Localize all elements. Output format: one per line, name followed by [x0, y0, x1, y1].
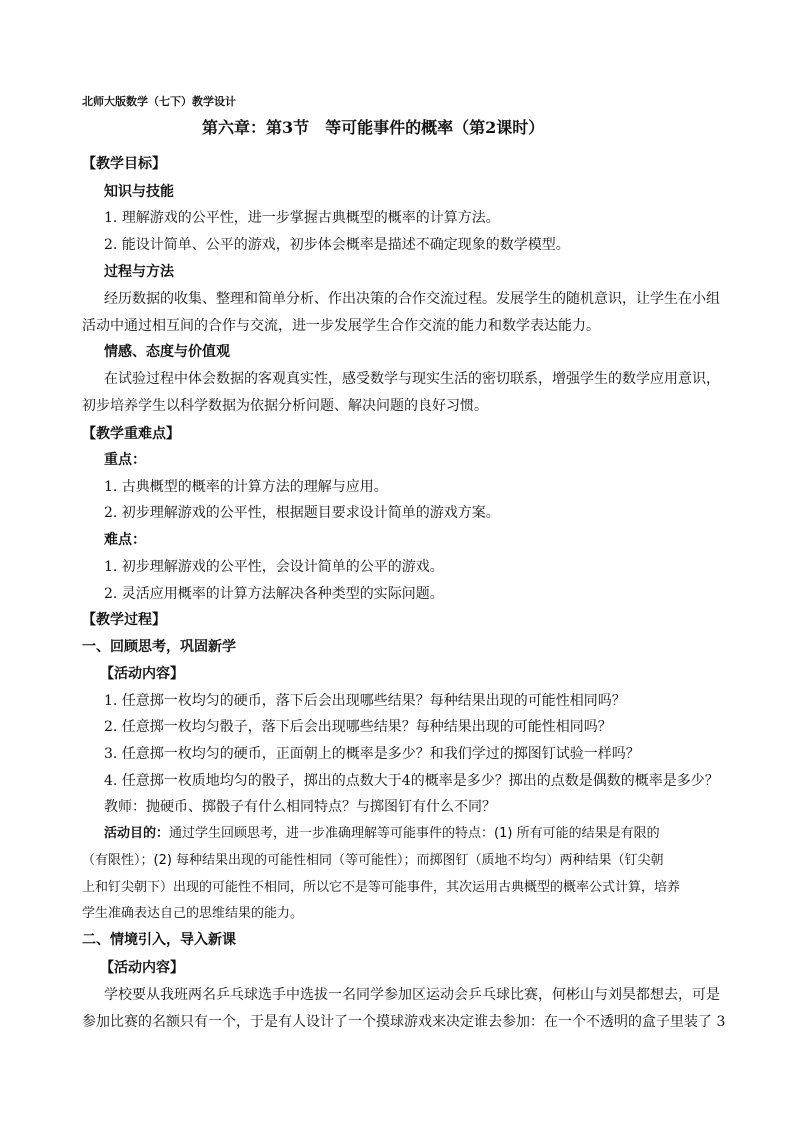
emotion-heading: 情感、态度与价值观 — [104, 344, 230, 360]
question-1: 1. 任意掷一枚均匀的硬币，落下后会出现哪些结果？每种结果出现的可能性相同吗？ — [104, 693, 626, 709]
section-2-heading: 二、情境引入，导入新课 — [82, 932, 236, 948]
section-1-heading: 一、回顾思考，巩固新学 — [82, 639, 236, 655]
knowledge-item-2: 2. 能设计简单、公平的游戏，初步体会概率是描述不确定现象的数学模型。 — [104, 237, 570, 253]
knowledge-heading: 知识与技能 — [104, 184, 174, 200]
difficulty-item-2: 2. 灵活应用概率的计算方法解决各种类型的实际问题。 — [104, 586, 444, 602]
key-heading: 重点： — [104, 452, 146, 468]
page-title: 第六章：第3节 等可能事件的概率（第2课时） — [202, 118, 545, 137]
key-points-heading: 【教学重难点】 — [82, 426, 180, 442]
activity-purpose-line-2: （有限性）；(2) 每种结果出现的可能性相同（等可能性）；而掷图钉（质地不均匀）两种结果（钉尖朝 — [82, 853, 664, 868]
difficulty-heading: 难点： — [104, 532, 146, 548]
knowledge-item-1: 1. 理解游戏的公平性，进一步掌握古典概型的概率的计算方法。 — [104, 210, 500, 226]
activity-purpose-text-1: 通过学生回顾思考，进一步准确理解等可能事件的特点：(1) 所有可能的结果是有限的 — [169, 826, 660, 841]
activity-purpose-line-1 — [104, 824, 660, 844]
question-4: 4. 任意掷一枚质地均匀的骰子，掷出的点数大于4的概率是多少？掷出的点数是偶数的概率是多少？ — [104, 773, 719, 789]
section-2-paragraph-line-1: 学校要从我班两名乒乓球选手中选拔一名同学参加区运动会乒乓球比赛，何彬山与刘昊都想去，可是 — [104, 987, 720, 1003]
teacher-question: 教师：抛硬币、掷骰子有什么相同特点？与掷图钉有什么不同？ — [104, 799, 496, 815]
process-method-line-2: 活动中通过相互间的合作与交流，进一步发展学生合作交流的能力和数学表达能力。 — [82, 318, 600, 334]
process-method-heading: 过程与方法 — [104, 264, 174, 280]
document-header: 北师大版数学（七下）教学设计 — [82, 95, 236, 108]
section-2-activity-heading: 【活动内容】 — [100, 960, 184, 976]
question-2: 2. 任意掷一枚均匀骰子，落下后会出现哪些结果？每种结果出现的可能性相同吗？ — [104, 719, 612, 735]
process-method-line-1: 经历数据的收集、整理和简单分析、作出决策的合作交流过程。发展学生的随机意识，让学生在小组 — [104, 291, 720, 307]
teaching-process-heading: 【教学过程】 — [82, 612, 166, 628]
activity-purpose-line-3: 上和钉尖朝下）出现的可能性不相同，所以它不是等可能事件，其次运用古典概型的概率公式计算，培养 — [82, 880, 681, 895]
key-item-1: 1. 古典概型的概率的计算方法的理解与应用。 — [104, 479, 388, 495]
activity-purpose-line-4: 学生准确表达自己的思维结果的能力。 — [82, 906, 304, 921]
key-item-2: 2. 初步理解游戏的公平性，根据题目要求设计简单的游戏方案。 — [104, 505, 500, 521]
section-1-activity-heading: 【活动内容】 — [100, 666, 184, 682]
objectives-heading: 【教学目标】 — [82, 156, 166, 172]
difficulty-item-1: 1. 初步理解游戏的公平性，会设计简单的公平的游戏。 — [104, 559, 444, 575]
section-2-paragraph-line-2: 参加比赛的名额只有一个，于是有人设计了一个摸球游戏来决定谁去参加：在一个不透明的盒子里装了 3 — [82, 1014, 726, 1030]
emotion-line-1: 在试验过程中体会数据的客观真实性，感受数学与现实生活的密切联系，增强学生的数学应用意识， — [104, 371, 720, 387]
emotion-line-2: 初步培养学生以科学数据为依据分析问题、解决问题的良好习惯。 — [82, 398, 488, 414]
activity-purpose-label: 活动目的： — [104, 826, 170, 841]
question-3: 3. 任意掷一枚均匀的硬币，正面朝上的概率是多少？和我们学过的掷图钉试验一样吗？ — [104, 746, 640, 762]
